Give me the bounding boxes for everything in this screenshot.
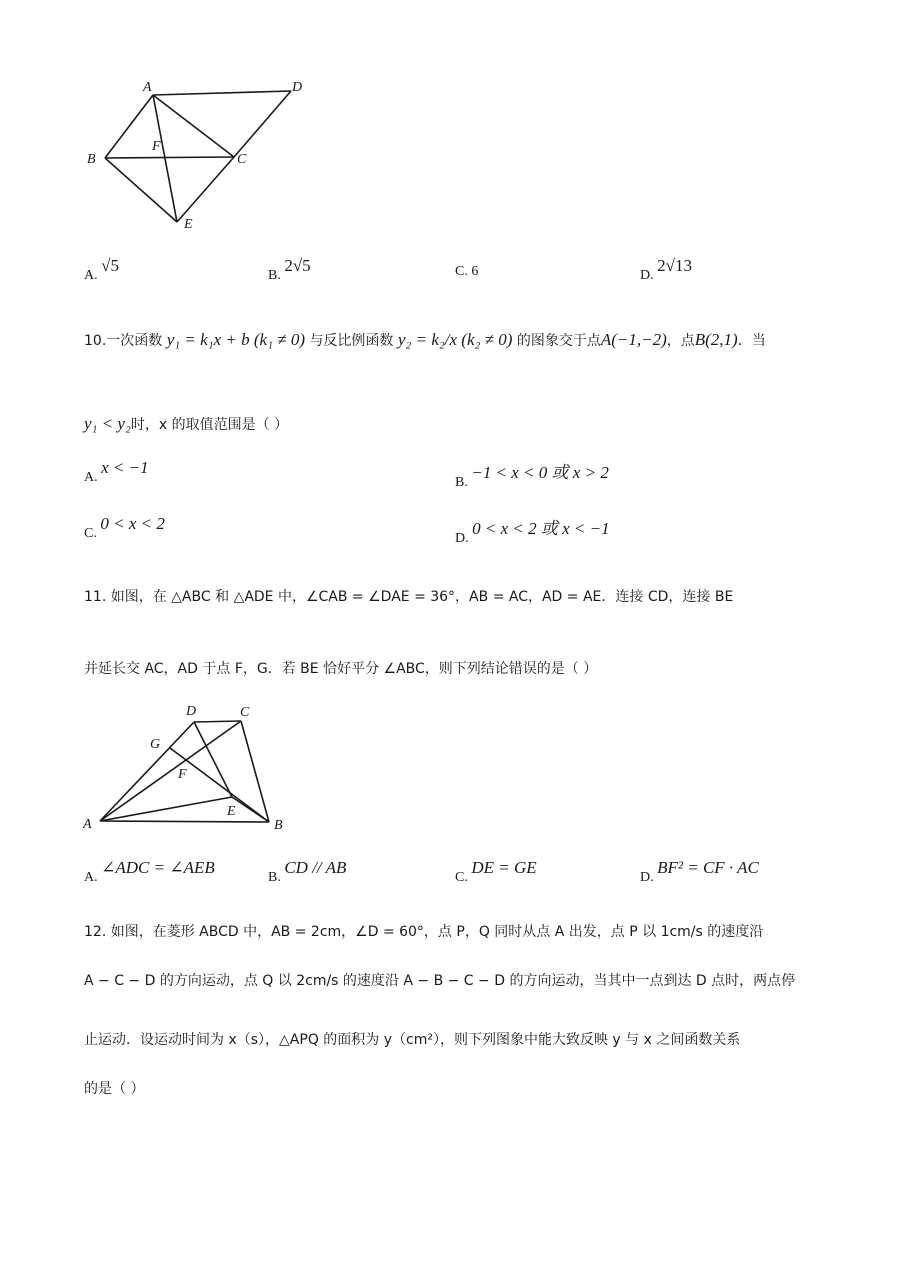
- label-E: E: [184, 217, 193, 232]
- label-E: E: [227, 804, 236, 819]
- label-D: D: [186, 704, 197, 719]
- label-D: D: [292, 80, 303, 95]
- q10-stem-line2: y₁ < y₂时，x 的取值范围是（ ）: [84, 414, 289, 433]
- label-F: F: [178, 767, 187, 782]
- q11-option-c[interactable]: C. DE = GE: [455, 858, 537, 885]
- q9-option-b[interactable]: B. 2√5: [268, 256, 311, 283]
- label-C: C: [237, 152, 247, 167]
- label-B: B: [274, 818, 283, 833]
- figure-q11: [78, 700, 298, 840]
- q11-stem-line2: 并延长交 AC，AD 于点 F，G．若 BE 恰好平分 ∠ABC，则下列结论错误的是（ ）: [84, 661, 598, 677]
- q12-stem-line2: A − C − D 的方向运动，点 Q 以 2cm/s 的速度沿 A − B − C − D 的方向运动，当其中一点到达 D 点时，两点停: [84, 973, 796, 989]
- q10-option-d[interactable]: D. 0 < x < 2 或 x < −1: [455, 519, 610, 546]
- label-A: A: [143, 80, 152, 95]
- q10-option-b[interactable]: B. −1 < x < 0 或 x > 2: [455, 463, 609, 490]
- q11-option-d[interactable]: D. BF² = CF · AC: [640, 858, 759, 885]
- q10-option-c[interactable]: C. 0 < x < 2: [84, 514, 165, 541]
- q12-stem-line4: 的是（ ）: [84, 1081, 145, 1097]
- q10-stem-line1: 10.一次函数 y₁ = k₁x + b (k₁ ≠ 0) 与反比例函数 y₂ = k₂/x (k₂ ≠ 0) 的图象交于点A(−1,−2)，点B(2,1)．当: [84, 330, 766, 349]
- label-B: B: [87, 152, 96, 167]
- q12-stem-line1: 12. 如图，在菱形 ABCD 中，AB = 2cm，∠D = 60°，点 P，Q 同时从点 A 出发，点 P 以 1cm/s 的速度沿: [84, 924, 764, 940]
- label-C: C: [240, 705, 250, 720]
- q12-stem-line3: 止运动．设运动时间为 x（s），△APQ 的面积为 y（cm²），则下列图象中能大致反映 y 与 x 之间函数关系: [84, 1032, 741, 1048]
- label-F: F: [152, 139, 161, 154]
- q11-option-a[interactable]: A. ∠ADC = ∠AEB: [84, 858, 215, 885]
- figure-q9: [80, 75, 320, 235]
- q10-option-a[interactable]: A. x < −1: [84, 458, 149, 485]
- q11-stem-line1: 11. 如图，在 △ABC 和 △ADE 中，∠CAB = ∠DAE = 36°，AB = AC，AD = AE．连接 CD，连接 BE: [84, 589, 734, 605]
- q9-option-a[interactable]: A. √5: [84, 256, 119, 283]
- q11-option-b[interactable]: B. CD // AB: [268, 858, 347, 885]
- label-A: A: [83, 817, 92, 832]
- label-G: G: [150, 737, 161, 752]
- q9-option-c[interactable]: C. 6: [455, 264, 479, 279]
- q9-option-d[interactable]: D. 2√13: [640, 256, 692, 283]
